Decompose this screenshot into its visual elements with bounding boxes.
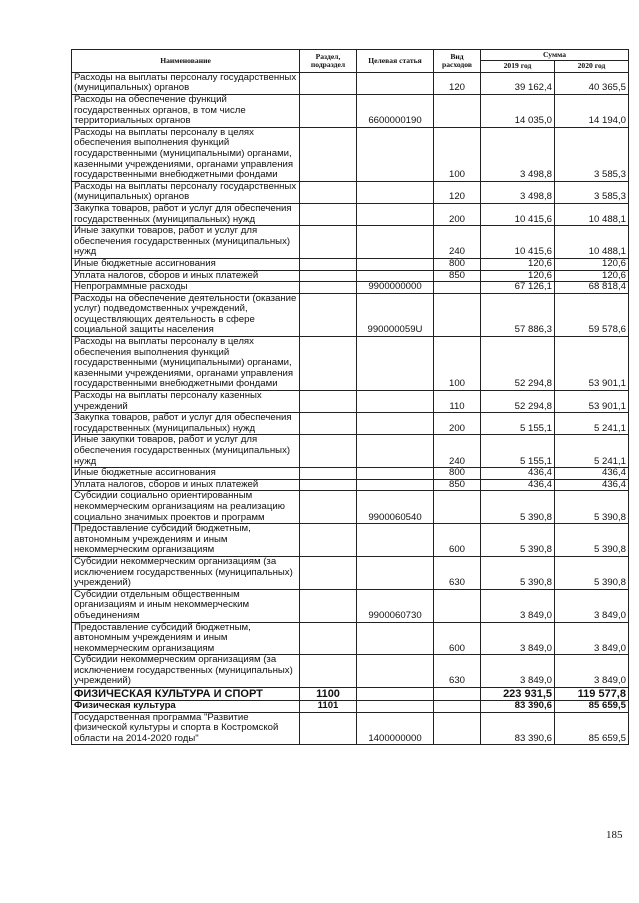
table-row	[72, 337, 629, 391]
cell-section	[300, 435, 357, 468]
cell-target	[357, 337, 434, 391]
cell-2019: 5 390,8	[481, 524, 555, 557]
table-row	[72, 391, 629, 413]
cell-2020: 436,4	[555, 468, 629, 480]
cell-target	[357, 391, 434, 413]
cell-2020: 3 849,0	[555, 622, 629, 655]
cell-section	[300, 491, 357, 524]
cell-2019: 52 294,8	[481, 337, 555, 391]
cell-target	[357, 622, 434, 655]
cell-2020: 3 849,0	[555, 655, 629, 688]
cell-name: Иные закупки товаров, работ и услуг для обеспечения государственных (муниципальных) нужд	[72, 435, 300, 468]
cell-section	[300, 226, 357, 259]
cell-2019: 436,4	[481, 479, 555, 491]
cell-type	[434, 491, 481, 524]
cell-target	[357, 258, 434, 270]
cell-target: 1400000000	[357, 712, 434, 745]
cell-section	[300, 203, 357, 225]
cell-name: Физическая культура	[72, 701, 300, 713]
cell-target	[357, 524, 434, 557]
cell-target	[357, 72, 434, 94]
table-row	[72, 435, 629, 468]
cell-2019: 3 849,0	[481, 589, 555, 622]
cell-target	[357, 468, 434, 480]
cell-section	[300, 391, 357, 413]
cell-target	[357, 270, 434, 282]
cell-2019: 67 126,1	[481, 282, 555, 294]
cell-2020: 53 901,1	[555, 391, 629, 413]
cell-type: 110	[434, 391, 481, 413]
cell-section	[300, 479, 357, 491]
table-row	[72, 270, 629, 282]
table-row	[72, 655, 629, 688]
cell-name: Закупка товаров, работ и услуг для обеспечения государственных (муниципальных) нужд	[72, 203, 300, 225]
cell-name: Субсидии некоммерческим организациям (за исключением государственных (муниципальных) учреждений)	[72, 655, 300, 688]
cell-type: 800	[434, 468, 481, 480]
cell-name: Расходы на выплаты персоналу казенных учреждений	[72, 391, 300, 413]
header-target: Целевая статья	[357, 50, 434, 73]
cell-2019: 57 886,3	[481, 293, 555, 336]
cell-type: 850	[434, 270, 481, 282]
cell-section: 1101	[300, 701, 357, 713]
cell-name: Расходы на обеспечение деятельности (оказание услуг) подведомственных учреждений, осуществляющих деятельность в сфере социальной защиты населения	[72, 293, 300, 336]
cell-type	[434, 282, 481, 294]
cell-name: Непрограммные расходы	[72, 282, 300, 294]
cell-name: Уплата налогов, сборов и иных платежей	[72, 270, 300, 282]
cell-name: Расходы на выплаты персоналу в целях обеспечения выполнения функций государственными (муниципальными) органами, казенными учреждениями, органами управления государственными внебюджетными фондами	[72, 337, 300, 391]
table-row	[72, 479, 629, 491]
cell-target	[357, 127, 434, 181]
cell-2020: 10 488,1	[555, 226, 629, 259]
cell-2020: 120,6	[555, 258, 629, 270]
cell-2019: 3 498,8	[481, 181, 555, 203]
cell-2019: 83 390,6	[481, 701, 555, 713]
table-row	[72, 556, 629, 589]
cell-2020: 14 194,0	[555, 95, 629, 128]
cell-target	[357, 688, 434, 701]
cell-2020: 10 488,1	[555, 203, 629, 225]
cell-2020: 68 818,4	[555, 282, 629, 294]
cell-name: Иные закупки товаров, работ и услуг для обеспечения государственных (муниципальных) нужд	[72, 226, 300, 259]
table-header	[72, 50, 629, 73]
cell-type	[434, 293, 481, 336]
table-row	[72, 701, 629, 713]
cell-target	[357, 203, 434, 225]
cell-target: 9900060730	[357, 589, 434, 622]
cell-section	[300, 181, 357, 203]
cell-2020: 5 241,1	[555, 435, 629, 468]
cell-name: Предоставление субсидий бюджетным, автономным учреждениям и иным некоммерческим организациям	[72, 524, 300, 557]
cell-2019: 10 415,6	[481, 203, 555, 225]
cell-name: Предоставление субсидий бюджетным, автономным учреждениям и иным некоммерческим организациям	[72, 622, 300, 655]
cell-section	[300, 468, 357, 480]
cell-2020: 85 659,5	[555, 701, 629, 713]
cell-target: 990000059U	[357, 293, 434, 336]
cell-2019: 3 849,0	[481, 655, 555, 688]
table-row	[72, 258, 629, 270]
cell-type: 240	[434, 435, 481, 468]
cell-section	[300, 258, 357, 270]
cell-2020: 5 390,8	[555, 524, 629, 557]
cell-2019: 5 390,8	[481, 556, 555, 589]
header-2020: 2020 год	[555, 61, 629, 72]
cell-2020: 40 365,5	[555, 72, 629, 94]
cell-2020: 5 390,8	[555, 491, 629, 524]
cell-type: 120	[434, 72, 481, 94]
cell-2019: 14 035,0	[481, 95, 555, 128]
cell-2020: 5 390,8	[555, 556, 629, 589]
cell-name: Субсидии социально ориентированным некоммерческим организациям на реализацию социально значимых проектов и программ	[72, 491, 300, 524]
table-row	[72, 181, 629, 203]
cell-section	[300, 282, 357, 294]
cell-type: 800	[434, 258, 481, 270]
cell-target	[357, 479, 434, 491]
header-2019: 2019 год	[481, 61, 555, 72]
table-row	[72, 491, 629, 524]
cell-section: 1100	[300, 688, 357, 701]
cell-section	[300, 293, 357, 336]
table-row	[72, 688, 629, 701]
cell-type: 630	[434, 556, 481, 589]
table-row	[72, 282, 629, 294]
cell-type	[434, 712, 481, 745]
table-row	[72, 524, 629, 557]
cell-target	[357, 556, 434, 589]
cell-name: Иные бюджетные ассигнования	[72, 258, 300, 270]
cell-name: Расходы на обеспечение функций государственных органов, в том числе территориальных органов	[72, 95, 300, 128]
cell-type	[434, 95, 481, 128]
cell-section	[300, 589, 357, 622]
cell-type: 100	[434, 337, 481, 391]
cell-target	[357, 413, 434, 435]
table-row	[72, 95, 629, 128]
cell-target	[357, 181, 434, 203]
cell-type	[434, 701, 481, 713]
cell-2019: 10 415,6	[481, 226, 555, 259]
header-name: Наименование	[72, 50, 300, 73]
cell-type: 100	[434, 127, 481, 181]
page-number: 185	[606, 829, 623, 841]
table-row	[72, 127, 629, 181]
cell-section	[300, 72, 357, 94]
cell-name: Расходы на выплаты персоналу государственных (муниципальных) органов	[72, 181, 300, 203]
cell-2019: 3 849,0	[481, 622, 555, 655]
cell-2019: 39 162,4	[481, 72, 555, 94]
cell-2020: 85 659,5	[555, 712, 629, 745]
cell-type: 850	[434, 479, 481, 491]
cell-section	[300, 556, 357, 589]
cell-type: 120	[434, 181, 481, 203]
cell-2020: 3 585,3	[555, 127, 629, 181]
budget-table	[71, 49, 629, 745]
table-row	[72, 226, 629, 259]
cell-2020: 3 849,0	[555, 589, 629, 622]
cell-type	[434, 589, 481, 622]
header-section: Раздел, подраздел	[300, 50, 357, 73]
table-row	[72, 468, 629, 480]
cell-section	[300, 524, 357, 557]
cell-target	[357, 655, 434, 688]
cell-type: 600	[434, 622, 481, 655]
cell-type: 630	[434, 655, 481, 688]
cell-section	[300, 712, 357, 745]
cell-type	[434, 688, 481, 701]
cell-section	[300, 337, 357, 391]
cell-2020: 120,6	[555, 270, 629, 282]
cell-section	[300, 270, 357, 282]
cell-section	[300, 95, 357, 128]
cell-name: Расходы на выплаты персоналу в целях обеспечения выполнения функций государственными (муниципальными) органами, казенными учреждениями, органами управления государственными внебюджетными фондами	[72, 127, 300, 181]
cell-target: 9900000000	[357, 282, 434, 294]
cell-section	[300, 127, 357, 181]
header-sum: Сумма	[481, 50, 629, 61]
header-type: Вид расходов	[434, 50, 481, 73]
cell-name: Государственная программа "Развитие физической культуры и спорта в Костромской области на 2014-2020 годы"	[72, 712, 300, 745]
table-row	[72, 622, 629, 655]
cell-2020: 119 577,8	[555, 688, 629, 701]
cell-section	[300, 655, 357, 688]
table-row	[72, 712, 629, 745]
cell-name: Субсидии некоммерческим организациям (за исключением государственных (муниципальных) учреждений)	[72, 556, 300, 589]
cell-2019: 5 390,8	[481, 491, 555, 524]
cell-2020: 59 578,6	[555, 293, 629, 336]
cell-2020: 5 241,1	[555, 413, 629, 435]
cell-type: 200	[434, 203, 481, 225]
cell-section	[300, 622, 357, 655]
cell-2020: 436,4	[555, 479, 629, 491]
cell-2019: 120,6	[481, 270, 555, 282]
cell-2019: 436,4	[481, 468, 555, 480]
cell-2019: 223 931,5	[481, 688, 555, 701]
cell-target: 9900060540	[357, 491, 434, 524]
cell-name: Субсидии отдельным общественным организациям и иным некоммерческим объединениям	[72, 589, 300, 622]
cell-name: Уплата налогов, сборов и иных платежей	[72, 479, 300, 491]
cell-2019: 5 155,1	[481, 435, 555, 468]
cell-target	[357, 226, 434, 259]
cell-target	[357, 435, 434, 468]
cell-section	[300, 413, 357, 435]
cell-name: ФИЗИЧЕСКАЯ КУЛЬТУРА И СПОРТ	[72, 688, 300, 701]
cell-2019: 83 390,6	[481, 712, 555, 745]
cell-target	[357, 701, 434, 713]
cell-2019: 3 498,8	[481, 127, 555, 181]
table-body	[72, 72, 629, 745]
cell-type: 600	[434, 524, 481, 557]
cell-2019: 120,6	[481, 258, 555, 270]
cell-name: Расходы на выплаты персоналу государственных (муниципальных) органов	[72, 72, 300, 94]
cell-type: 200	[434, 413, 481, 435]
cell-2020: 53 901,1	[555, 337, 629, 391]
cell-2019: 5 155,1	[481, 413, 555, 435]
cell-target: 6600000190	[357, 95, 434, 128]
cell-name: Иные бюджетные ассигнования	[72, 468, 300, 480]
budget-table-sheet	[71, 49, 628, 745]
cell-2020: 3 585,3	[555, 181, 629, 203]
table-row	[72, 293, 629, 336]
table-row	[72, 72, 629, 94]
table-row	[72, 203, 629, 225]
cell-2019: 52 294,8	[481, 391, 555, 413]
cell-type: 240	[434, 226, 481, 259]
table-row	[72, 589, 629, 622]
table-row	[72, 413, 629, 435]
cell-name: Закупка товаров, работ и услуг для обеспечения государственных (муниципальных) нужд	[72, 413, 300, 435]
